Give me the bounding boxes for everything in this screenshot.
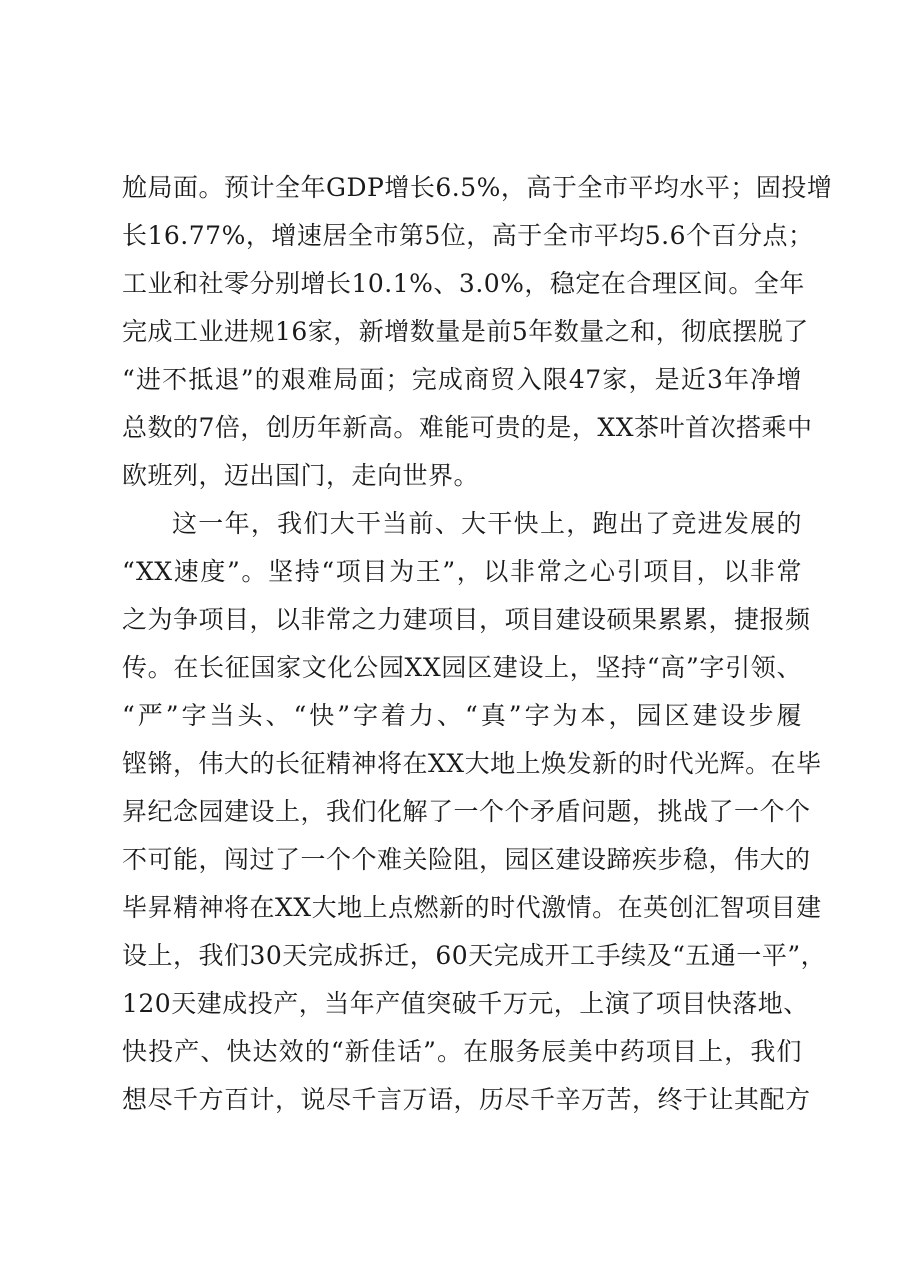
paragraph-2-line-6: 铿锵，伟大的长征精神将在XX大地上焕发新的时代光辉。在毕	[122, 749, 822, 778]
paragraph-1-line-3: 工业和社零分别增长10.1%、3.0%，稳定在合理区间。全年	[122, 269, 805, 298]
paragraph-1-line-5: “进不抵退”的艰难局面；完成商贸入限47家，是近3年净增	[122, 365, 802, 394]
paragraph-1-line-7: 欧班列，迈出国门，走向世界。	[122, 461, 480, 490]
paragraph-2-line-9: 毕昇精神将在XX大地上点燃新的时代激情。在英创汇智项目建	[122, 893, 822, 922]
paragraph-2-line-1: 这一年，我们大干当前、大干快上，跑出了竞进发展的	[172, 509, 802, 538]
paragraph-2-line-8: 不可能，闯过了一个个难关险阻，园区建设蹄疾步稳，伟大的	[122, 845, 811, 874]
paragraph-2-line-7: 昇纪念园建设上，我们化解了一个个矛盾问题，挑战了一个个	[122, 797, 811, 826]
paragraph-2-line-4: 传。在长征国家文化公园XX园区建设上，坚持“高”字引领、	[122, 653, 802, 682]
paragraph-2	[122, 500, 827, 1124]
paragraph-2-line-2: “XX速度”。坚持“项目为王”，以非常之心引项目，以非常	[122, 557, 802, 586]
paragraph-1-line-6: 总数的7倍，创历年新高。难能可贵的是，XX茶叶首次搭乘中	[122, 413, 813, 442]
paragraph-1-line-1: 尬局面。预计全年GDP增长6.5%，高于全市平均水平；固投增	[122, 173, 833, 202]
paragraph-1-line-2: 长16.77%，增速居全市第5位，高于全市平均5.6个百分点；	[122, 221, 814, 250]
paragraph-2-line-11: 120天建成投产，当年产值突破千万元，上演了项目快落地、	[122, 989, 809, 1018]
paragraph-2-line-10: 设上，我们30天完成拆迁，60天完成开工手续及“五通一平”，	[122, 941, 827, 970]
paragraph-1	[122, 164, 833, 500]
paragraph-2-line-3: 之为争项目，以非常之力建项目，项目建设硕果累累，捷报频	[122, 605, 811, 634]
paragraph-2-line-5: “严”字当头、“快”字着力、“真”字为本，园区建设步履	[122, 701, 802, 730]
paragraph-2-line-12: 快投产、快达效的“新佳话”。在服务辰美中药项目上，我们	[122, 1037, 802, 1066]
paragraph-2-line-13: 想尽千方百计，说尽千言万语，历尽千辛万苦，终于让其配方	[122, 1085, 811, 1114]
paragraph-1-line-4: 完成工业进规16家，新增数量是前5年数量之和，彻底摆脱了	[122, 317, 809, 346]
